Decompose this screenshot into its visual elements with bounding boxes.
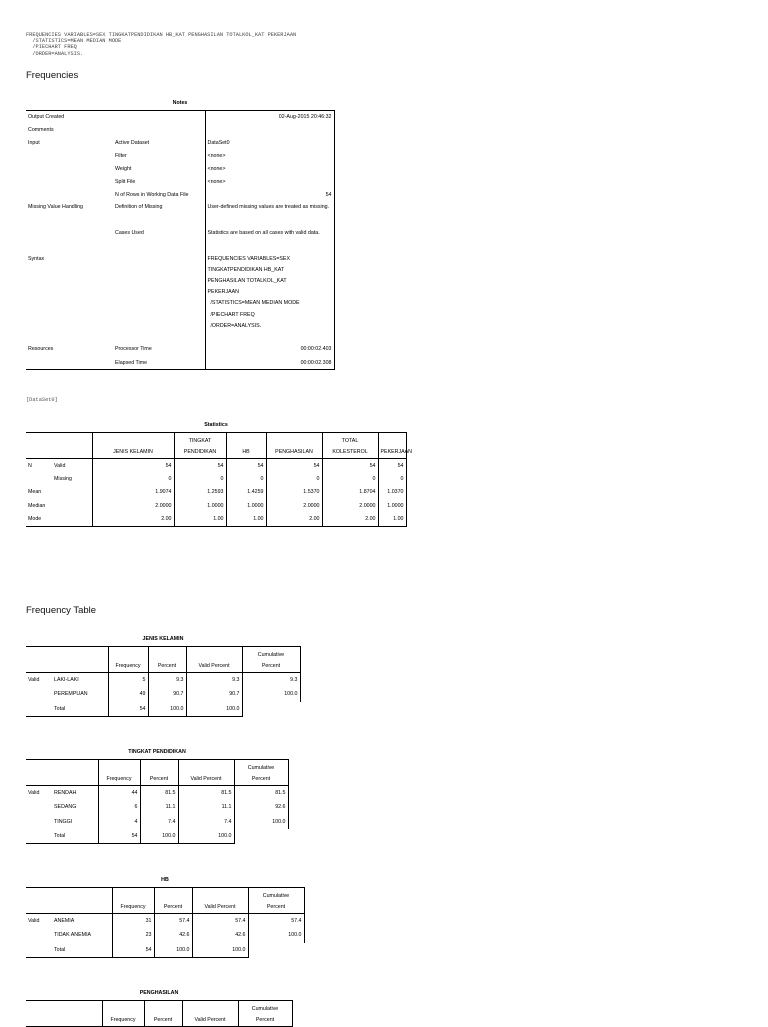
cell: 2.00 [266, 513, 322, 527]
table-row [26, 176, 334, 189]
cell: 1.5370 [266, 486, 322, 500]
column-header: Frequency [102, 1001, 144, 1027]
column-header: HB [226, 433, 266, 459]
freq-table-title: PENGHASILAN [139, 990, 179, 996]
notes-title: Notes [172, 100, 188, 106]
notes-sublabel: Split File [115, 179, 136, 185]
notes-label: Output Created [26, 111, 113, 124]
notes-value: <none> [205, 176, 334, 189]
notes-sublabel: Filter [115, 153, 127, 159]
cell: 54 [92, 459, 174, 473]
cell: 11.1 [140, 800, 178, 815]
notes-syntax-line: /ORDER=ANALYSIS. [207, 322, 262, 329]
cell: 1.4259 [226, 486, 266, 500]
notes-value: DataSet0 [205, 137, 334, 150]
column-header: Frequency [112, 888, 154, 914]
notes-syntax-line: TINGKATPENDIDIKAN HB_KAT [207, 266, 285, 273]
notes-sublabel: N of Rows in Working Data File [115, 192, 189, 198]
cell: 57.4 [192, 914, 248, 929]
row-label: PEREMPUAN [54, 691, 88, 698]
cell: 81.5 [140, 786, 178, 801]
cell [248, 943, 304, 958]
row-group [26, 687, 52, 702]
cell: 100.0 [140, 829, 178, 844]
table-row [26, 786, 288, 801]
column-header: PENGHASILAN [266, 433, 322, 459]
table-header-row [26, 433, 406, 459]
table-row [26, 928, 304, 943]
cell: 5 [108, 673, 148, 688]
cell: 0 [378, 472, 406, 486]
cell: 100.0 [154, 943, 192, 958]
syntax-line: /ORDER=ANALYSIS. [26, 50, 84, 57]
notes-syntax-line: FREQUENCIES VARIABLES=SEX [207, 255, 290, 262]
notes-syntax-line: /STATISTICS=MEAN MEDIAN MODE [207, 300, 300, 307]
cell: 31 [112, 914, 154, 929]
cell: 0 [92, 472, 174, 486]
row-group: Valid [28, 790, 40, 796]
cell [242, 702, 300, 717]
table-row [26, 914, 304, 929]
cell: 100.0 [186, 702, 242, 717]
notes-value: Statistics are based on all cases with valid data. [205, 228, 334, 254]
row-label: TINGGI [54, 818, 73, 825]
notes-sublabel: Cases Used [115, 229, 144, 236]
freq-table-tingkat-pendidikan [26, 759, 289, 844]
cell: 42.6 [154, 928, 192, 943]
notes-label: Resources [28, 346, 54, 352]
table-row [26, 815, 288, 830]
cell: 9.3 [186, 673, 242, 688]
notes-label: Input [28, 140, 40, 146]
row-group [26, 800, 52, 815]
syntax-block [26, 32, 296, 57]
dataset-tag: [DataSet0] [26, 397, 58, 403]
column-header: Percent [148, 647, 186, 673]
row-label: Total [52, 943, 112, 958]
column-header: Frequency [108, 647, 148, 673]
syntax-line: /STATISTICS=MEAN MEDIAN MODE [26, 38, 122, 45]
notes-table [26, 110, 335, 370]
table-header-row [26, 888, 304, 914]
cell: 54 [174, 459, 226, 473]
table-row [26, 513, 406, 527]
notes-value: 54 [205, 189, 334, 202]
notes-sublabel: Elapsed Time [113, 357, 205, 370]
cell: 23 [112, 928, 154, 943]
row-group [26, 472, 52, 486]
table-row [26, 829, 288, 844]
cell: 1.8704 [322, 486, 378, 500]
column-header: TINGKAT PENDIDIKAN [174, 433, 226, 459]
cell: 54 [112, 943, 154, 958]
cell: 49 [108, 687, 148, 702]
table-row [26, 124, 334, 137]
row-group: N [28, 462, 32, 469]
notes-sublabel: Processor Time [115, 346, 152, 352]
table-row [26, 163, 334, 176]
cell: 81.5 [178, 786, 234, 801]
cell: 54 [98, 829, 140, 844]
notes-sublabel: Definition of Missing [115, 203, 163, 210]
table-row [26, 357, 334, 370]
row-label [52, 513, 92, 527]
cell: 90.7 [148, 687, 186, 702]
cell [234, 829, 288, 844]
notes-syntax-value [205, 254, 334, 342]
table-row [26, 342, 334, 357]
cell: 0 [174, 472, 226, 486]
table-row [26, 189, 334, 202]
table-row [26, 486, 406, 500]
notes-syntax-line: PEKERJAAN [207, 289, 239, 296]
table-row [26, 150, 334, 163]
row-label [52, 499, 92, 513]
cell: 1.0000 [174, 499, 226, 513]
cell: 54 [108, 702, 148, 717]
row-label: SEDANG [54, 804, 77, 811]
row-label: Valid [54, 462, 66, 469]
row-group [26, 815, 52, 830]
cell: 6 [98, 800, 140, 815]
table-row [26, 137, 334, 150]
freq-table-title: HB [161, 877, 169, 883]
column-header: Cumulative Percent [238, 1001, 292, 1027]
cell: 100.0 [234, 815, 288, 830]
row-group: Valid [28, 918, 40, 924]
cell: 100.0 [192, 943, 248, 958]
row-group [26, 702, 52, 717]
notes-value: 02-Aug-2015 20:46:32 [205, 111, 334, 124]
column-header: Valid Percent [192, 888, 248, 914]
freq-table-title: JENIS KELAMIN [142, 636, 184, 642]
cell: 54 [322, 459, 378, 473]
cell: 2.00 [322, 513, 378, 527]
cell: 0 [322, 472, 378, 486]
notes-value: 00:00:02.403 [205, 342, 334, 357]
cell: 54 [378, 459, 406, 473]
cell: 1.0370 [378, 486, 406, 500]
notes-label: Missing Value Handling [28, 203, 83, 210]
column-header: PEKERJAAN [378, 433, 406, 459]
cell: 54 [266, 459, 322, 473]
row-label: RENDAH [54, 790, 77, 796]
cell: 11.1 [178, 800, 234, 815]
notes-value: <none> [205, 150, 334, 163]
cell: 92.6 [234, 800, 288, 815]
cell: 7.4 [140, 815, 178, 830]
statistics-table [26, 432, 412, 527]
table-header-row [26, 647, 300, 673]
row-label [52, 486, 92, 500]
row-label: ANEMIA [54, 918, 75, 924]
table-row [26, 228, 334, 254]
cell: 0 [226, 472, 266, 486]
cell: 100.0 [248, 928, 304, 943]
cell: 1.00 [378, 513, 406, 527]
notes-value: 00:00:02.308 [205, 357, 334, 370]
syntax-line: FREQUENCIES VARIABLES=SEX TINGKATPENDIDIKAN HB_KAT PENGHASILAN TOTALKOL_KAT PEKERJAAN [26, 32, 297, 38]
row-label: LAKI-LAKI [54, 677, 79, 683]
notes-syntax-line: PENGHASILAN TOTALKOL_KAT [207, 277, 287, 284]
table-row [26, 459, 406, 473]
table-row [26, 499, 406, 513]
row-label: TIDAK ANEMIA [54, 932, 92, 939]
cell: 2.0000 [266, 499, 322, 513]
row-group: Mode [26, 513, 52, 527]
statistics-title: Statistics [204, 422, 228, 428]
notes-label: Syntax [28, 255, 45, 262]
column-header: TOTAL KOLESTEROL [322, 433, 378, 459]
table-row [26, 687, 300, 702]
cell: 57.4 [154, 914, 192, 929]
row-group [26, 928, 52, 943]
notes-sublabel: Active Dataset [115, 140, 150, 146]
freq-table-title: TINGKAT PENDIDIKAN [128, 749, 186, 755]
freq-table-penghasilan [26, 1000, 293, 1027]
row-group [26, 829, 52, 844]
table-row [26, 702, 300, 717]
frequencies-heading: Frequencies [26, 70, 79, 81]
frequency-table-heading: Frequency Table [26, 605, 97, 616]
notes-value: <none> [205, 163, 334, 176]
notes-syntax-line: /PIECHART FREQ [207, 311, 255, 318]
cell: 2.0000 [92, 499, 174, 513]
column-header: JENIS KELAMIN [92, 433, 174, 459]
column-header: Frequency [98, 760, 140, 786]
cell: 1.0000 [378, 499, 406, 513]
row-label: Total [52, 829, 98, 844]
freq-table-jenis-kelamin [26, 646, 301, 717]
cell: 9.3 [148, 673, 186, 688]
cell: 81.5 [234, 786, 288, 801]
notes-value: User-defined missing values are treated as missing. [205, 202, 334, 228]
column-header: Percent [144, 1001, 182, 1027]
column-header: Valid Percent [182, 1001, 238, 1027]
table-row [26, 111, 334, 124]
cell: 100.0 [148, 702, 186, 717]
row-group: Mean [28, 489, 42, 496]
cell: 100.0 [242, 687, 300, 702]
table-row [26, 800, 288, 815]
cell: 2.0000 [322, 499, 378, 513]
syntax-line: /PIECHART FREQ [26, 44, 77, 51]
cell: 1.00 [174, 513, 226, 527]
table-row [26, 202, 334, 228]
column-header: Cumulative Percent [234, 760, 288, 786]
table-row [26, 472, 406, 486]
cell: 54 [226, 459, 266, 473]
cell: 1.2593 [174, 486, 226, 500]
cell: 7.4 [178, 815, 234, 830]
column-header: Valid Percent [178, 760, 234, 786]
table-row [26, 673, 300, 688]
row-group [26, 943, 52, 958]
column-header: Percent [140, 760, 178, 786]
column-header: Valid Percent [186, 647, 242, 673]
cell: 57.4 [248, 914, 304, 929]
notes-sublabel: Weight [115, 166, 132, 172]
cell: 100.0 [178, 829, 234, 844]
cell: 1.0000 [226, 499, 266, 513]
row-label: Total [52, 702, 108, 717]
row-label: Missing [54, 475, 72, 482]
cell: 90.7 [186, 687, 242, 702]
table-row [26, 254, 334, 342]
notes-label: Comments [28, 127, 54, 133]
cell: 1.9074 [92, 486, 174, 500]
cell: 44 [98, 786, 140, 801]
table-row [26, 943, 304, 958]
column-header: Cumulative Percent [242, 647, 300, 673]
column-header: Percent [154, 888, 192, 914]
row-group: Median [28, 502, 46, 509]
cell: 0 [266, 472, 322, 486]
table-header-row [26, 760, 288, 786]
row-group: Valid [28, 677, 40, 683]
column-header: Cumulative Percent [248, 888, 304, 914]
freq-table-hb [26, 887, 305, 958]
cell: 9.3 [242, 673, 300, 688]
cell: 4 [98, 815, 140, 830]
table-header-row [26, 1001, 292, 1027]
cell: 1.00 [226, 513, 266, 527]
cell: 42.6 [192, 928, 248, 943]
cell: 2.00 [92, 513, 174, 527]
